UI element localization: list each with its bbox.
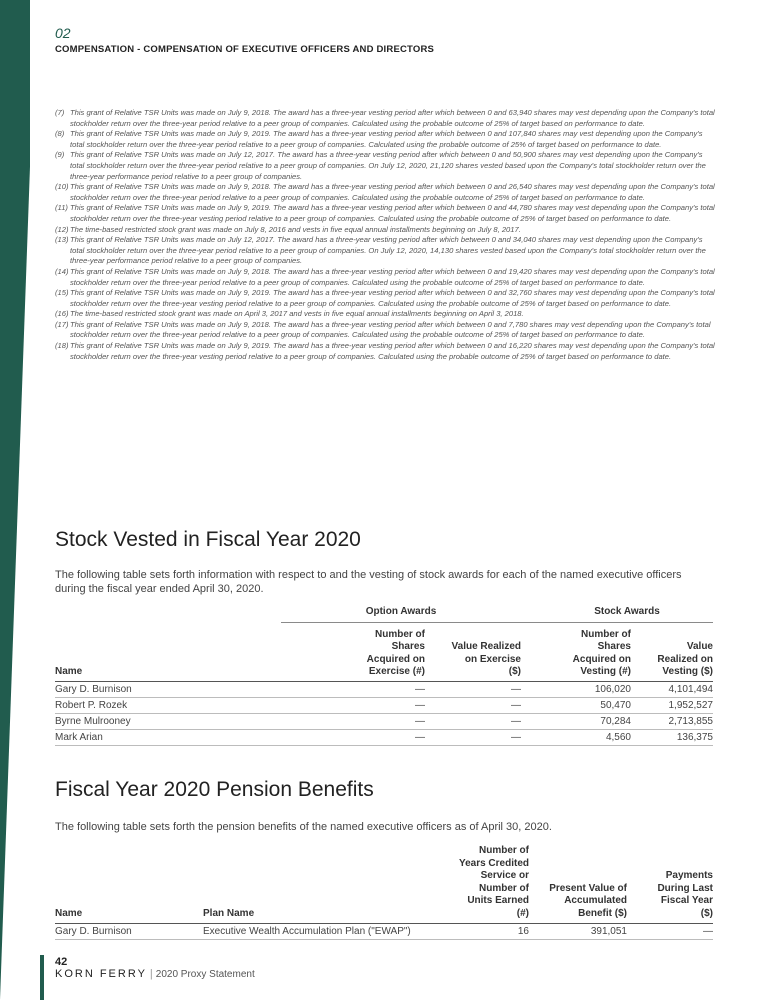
cell-stk-shares: 106,020 — [521, 681, 631, 697]
table-row — [55, 713, 713, 729]
footnote-item — [55, 320, 715, 341]
cell-name: Robert P. Rozek — [55, 697, 281, 713]
pension-col-years-header: Number of Years Credited Service or Number of Units Earned (#) — [453, 845, 529, 923]
footnote-text: This grant of Relative TSR Units was made on July 9, 2018. The award has a three-year vesting period after which between 0 and 7,780 shares may vest depending upon the Company's total stockholder return over the three-year period relative to a peer group of companies. Calculated using the probable outcome of 25% of target based on performance to date. — [70, 319, 711, 340]
cell-stk-value: 1,952,527 — [631, 697, 713, 713]
col-stock-shares-header: Number of Shares Acquired on Vesting (#) — [521, 622, 631, 681]
cell-stk-value: 4,101,494 — [631, 681, 713, 697]
footnote-text: The time-based restricted stock grant was made on April 3, 2017 and vests in five equal annual installments beginning on April 3, 2018. — [70, 309, 524, 319]
pension-table — [55, 845, 713, 940]
footnote-number: (8) — [55, 129, 65, 139]
footer-brand — [55, 968, 255, 980]
stock-vested-intro: The following table sets forth information with respect to and the vesting of stock awards for each of the named executive officers during the fiscal year ended April 30, 2020. — [55, 569, 682, 595]
cell-plan: Executive Wealth Accumulation Plan ("EWAP") — [203, 923, 453, 939]
footnote-item — [55, 182, 715, 203]
footnote-number: (13) — [55, 235, 69, 245]
col-option-shares-header: Number of Shares Acquired on Exercise (#) — [281, 622, 425, 681]
cell-opt-shares: — — [281, 713, 425, 729]
cell-stk-value: 2,713,855 — [631, 713, 713, 729]
footnote-text: The time-based restricted stock grant was made on July 8, 2016 and vests in five equal annual installments beginning on July 8, 2017. — [70, 224, 521, 234]
cell-opt-shares: — — [281, 681, 425, 697]
cell-name: Mark Arian — [55, 729, 281, 745]
col-stock-value-header: Value Realized on Vesting ($) — [631, 622, 713, 681]
table-row — [55, 681, 713, 697]
footnotes-list — [55, 108, 715, 362]
stock-vested-table — [55, 606, 713, 746]
footnote-text: This grant of Relative TSR Units was made on July 9, 2019. The award has a three-year vesting period after which between 0 and 32,760 shares may vest depending upon the Company's total stockholder return over the three-year vesting period relative to a peer group of companies. Calculated using the probable outcome of 25% of target based on performance to date. — [70, 288, 715, 308]
col-name-header: Name — [55, 622, 281, 681]
footnote-item — [55, 129, 715, 150]
section-color-tab — [0, 0, 30, 1000]
brand-logo-text: KORN FERRY — [55, 968, 147, 980]
footnote-item — [55, 203, 715, 224]
cell-opt-value: — — [425, 681, 521, 697]
footnote-number: (15) — [55, 288, 69, 298]
pension-intro: The following table sets forth the pension benefits of the named executive officers as of April 30, 2020. — [55, 821, 552, 833]
cell-stk-shares: 50,470 — [521, 697, 631, 713]
cell-stk-shares: 70,284 — [521, 713, 631, 729]
footnote-item — [55, 267, 715, 288]
footnote-text: This grant of Relative TSR Units was made on July 12, 2017. The award has a three-year vesting period after which between 0 and 34,040 shares may vest depending upon the Company's total stockholder return over the three-year period relative to a peer group of companies. On July 12, 2020, 14,130 shares vested based upon the Company's total stockholder return over the three-year performance period relative to a peer group of companies. — [70, 235, 706, 266]
footnote-text: This grant of Relative TSR Units was made on July 9, 2019. The award has a three-year vesting period after which between 0 and 16,220 shares may vest depending upon the Company's total stockholder return over the three-year vesting period relative to a peer group of companies. Calculated using the probable outcome of 25% of target based on performance to date. — [70, 341, 715, 361]
footnote-number: (11) — [55, 203, 68, 213]
cell-opt-shares: — — [281, 729, 425, 745]
footnote-number: (10) — [55, 182, 69, 192]
cell-opt-value: — — [425, 697, 521, 713]
footnote-number: (18) — [55, 341, 69, 351]
footnote-item — [55, 150, 715, 182]
cell-opt-shares: — — [281, 697, 425, 713]
footnote-number: (14) — [55, 266, 69, 276]
footnote-number: (7) — [55, 108, 65, 117]
cell-opt-value: — — [425, 713, 521, 729]
footnote-text: This grant of Relative TSR Units was made on July 9, 2019. The award has a three-year vesting period after which between 0 and 107,840 shares may vest depending upon the Company's total stockholder return over the three-year period relative to a peer group of companies. Calculated using the probable outcome of 25% of target based on performance to date. — [70, 129, 703, 149]
footnote-number: (12) — [55, 224, 69, 234]
footnote-text: This grant of Relative TSR Units was made on July 9, 2018. The award has a three-year vesting period after which between 0 and 19,420 shares may vest depending upon the Company's total stockholder return over the three-year period relative to a peer group of companies. Calculated using the probable outcome of 25% of target based on performance to date. — [70, 266, 715, 287]
cell-present: 391,051 — [529, 923, 627, 939]
pension-heading: Fiscal Year 2020 Pension Benefits — [55, 778, 374, 801]
cell-stk-shares: 4,560 — [521, 729, 631, 745]
footnote-text: This grant of Relative TSR Units was made on July 12, 2017. The award has a three-year vesting period after which between 0 and 50,900 shares may vest depending upon the Company's total stockholder return over the three-year period relative to a peer group of companies. On July 12, 2020, 21,120 shares vested based upon the Company's total stockholder return over the three-year performance period relative to a peer group of companies. — [70, 150, 706, 181]
footnote-text: This grant of Relative TSR Units was made on July 9, 2018. The award has a three-year vesting period after which between 0 and 63,940 shares may vest depending upon the Company's total stockholder return over the three-year period relative to a peer group of companies. Calculated using the probable outcome of 25% of target based on performance to date. — [70, 108, 715, 128]
cell-name: Gary D. Burnison — [55, 681, 281, 697]
cell-stk-value: 136,375 — [631, 729, 713, 745]
footnote-item — [55, 108, 715, 129]
option-awards-group-header: Option Awards — [281, 606, 521, 622]
footer-accent-bar — [40, 955, 44, 1000]
footnote-number: (16) — [55, 309, 69, 319]
section-number: 02 — [55, 25, 71, 41]
cell-opt-value: — — [425, 729, 521, 745]
cell-name: Gary D. Burnison — [55, 923, 203, 939]
footnote-number: (9) — [55, 150, 65, 160]
cell-payments: — — [627, 923, 713, 939]
cell-name: Byrne Mulrooney — [55, 713, 281, 729]
footer-doc-title: 2020 Proxy Statement — [155, 969, 255, 980]
page-number: 42 — [55, 956, 68, 968]
table-row — [55, 697, 713, 713]
footnote-text: This grant of Relative TSR Units was made on July 9, 2019. The award has a three-year vesting period after which between 0 and 44,780 shares may vest depending upon the Company's total stockholder return over the three-year vesting period relative to a peer group of companies. Calculated using the probable outcome of 25% of target based on performance to date. — [70, 203, 715, 223]
footnote-item — [55, 225, 715, 236]
col-option-value-header: Value Realized on Exercise ($) — [425, 622, 521, 681]
footnote-item — [55, 309, 715, 320]
pension-col-payments-header: Payments During Last Fiscal Year ($) — [627, 845, 713, 923]
table-row — [55, 923, 713, 939]
footnote-item — [55, 288, 715, 309]
footnote-item — [55, 235, 715, 267]
section-title: COMPENSATION - COMPENSATION OF EXECUTIVE OFFICERS AND DIRECTORS — [55, 44, 435, 55]
stock-vested-heading: Stock Vested in Fiscal Year 2020 — [55, 528, 361, 551]
pension-col-name-header: Name — [55, 845, 203, 923]
cell-years: 16 — [453, 923, 529, 939]
footer-separator: | — [149, 968, 153, 980]
stock-awards-group-header: Stock Awards — [521, 606, 713, 622]
table-row — [55, 729, 713, 745]
footnote-text: This grant of Relative TSR Units was made on July 9, 2018. The award has a three-year vesting period after which between 0 and 26,540 shares may vest depending upon the Company's total stockholder return over the three-year period relative to a peer group of companies. Calculated using the probable outcome of 25% of target based on performance to date. — [70, 182, 715, 202]
footnote-number: (17) — [55, 319, 69, 329]
footnote-item — [55, 341, 715, 362]
pension-col-present-header: Present Value of Accumulated Benefit ($) — [529, 845, 627, 923]
pension-col-plan-header: Plan Name — [203, 845, 453, 923]
